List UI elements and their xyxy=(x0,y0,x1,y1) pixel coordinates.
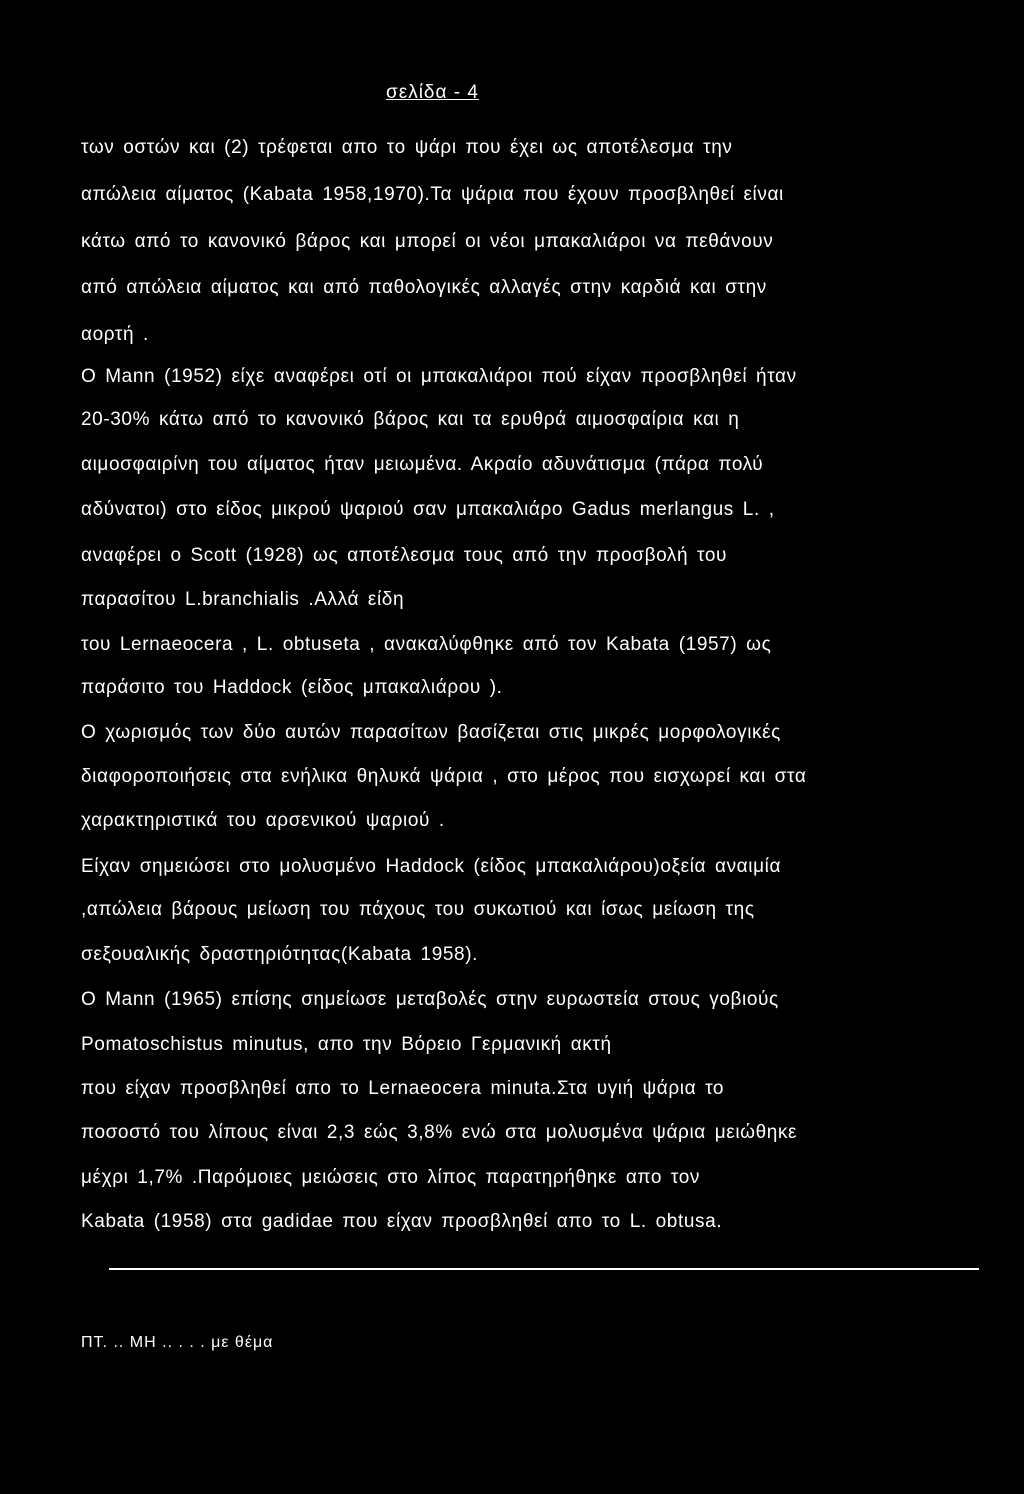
text-line: Ο Mann (1965) επίσης σημείωσε μεταβολές στην ευρωστεία στους γοβιούς xyxy=(81,989,779,1010)
text-line: Pomatoschistus minutus, απο την Βόρειο Γερμανική ακτή xyxy=(81,1034,612,1055)
text-line: που είχαν προσβληθεί απο το Lernaeocera minuta.Στα υγιή ψάρια το xyxy=(81,1078,725,1099)
text-line: Ο χωρισμός των δύο αυτών παρασίτων βασίζεται στις μικρές μορφολογικές xyxy=(81,722,781,743)
text-line: των οστών και (2) τρέφεται απο το ψάρι που έχει ως αποτέλεσμα την xyxy=(81,137,733,158)
text-line: μέχρι 1,7% .Παρόμοιες μειώσεις στο λίπος παρατηρήθηκε απο τον xyxy=(81,1167,701,1188)
text-line: παράσιτο του Haddock (είδος μπακαλιάρου ). xyxy=(81,677,503,698)
text-line: 20-30% κάτω από το κανονικό βάρος και τα ερυθρά αιμοσφαίρια και η xyxy=(81,409,740,430)
page-header: σελίδα - 4 xyxy=(386,82,479,103)
text-line: από απώλεια αίματος και από παθολογικές αλλαγές στην καρδιά και στην xyxy=(81,277,767,298)
footnote-divider xyxy=(109,1268,979,1270)
text-line: διαφοροποιήσεις στα ενήλικα θηλυκά ψάρια , στο μέρος που εισχωρεί και στα xyxy=(81,766,807,787)
text-line: σεξουαλικής δραστηριότητας(Kabata 1958). xyxy=(81,944,479,965)
text-line: αναφέρει ο Scott (1928) ως αποτέλεσμα τους από την προσβολή του xyxy=(81,545,728,566)
text-line: αιμοσφαιρίνη του αίματος ήταν μειωμένα. Ακραίο αδυνάτισμα (πάρα πολύ xyxy=(81,454,764,475)
text-line: χαρακτηριστικά του αρσενικού ψαριού . xyxy=(81,810,445,831)
text-line: αορτή . xyxy=(81,324,149,345)
text-line: Είχαν σημειώσει στο μολυσμένο Haddock (είδος μπακαλιάρου)οξεία αναιμία xyxy=(81,856,782,877)
footnote: ΠΤ. .. ΜΗ .. . . . με θέμα xyxy=(81,1334,274,1351)
text-line: απώλεια αίματος (Kabata 1958,1970).Τα ψάρια που έχουν προσβληθεί είναι xyxy=(81,184,784,205)
text-line: ποσοστό του λίπους είναι 2,3 εώς 3,8% ενώ στα μολυσμένα ψάρια μειώθηκε xyxy=(81,1122,798,1143)
text-line: κάτω από το κανονικό βάρος και μπορεί οι νέοι μπακαλιάροι να πεθάνουν xyxy=(81,231,774,252)
text-line: του Lernaeocera , L. obtuseta , ανακαλύφθηκε από τον Kabata (1957) ως xyxy=(81,634,772,655)
text-line: Kabata (1958) στα gadidae που είχαν προσβληθεί απο το L. obtusa. xyxy=(81,1211,723,1232)
text-line: αδύνατοι) στο είδος μικρού ψαριού σαν μπακαλιάρο Gadus merlangus L. , xyxy=(81,499,775,520)
text-line: ,απώλεια βάρους μείωση του πάχους του συκωτιού και ίσως μείωση της xyxy=(81,899,755,920)
text-line: Ο Mann (1952) είχε αναφέρει οτί οι μπακαλιάροι πού είχαν προσβληθεί ήταν xyxy=(81,366,797,387)
text-line: παρασίτου L.branchialis .Αλλά είδη xyxy=(81,589,405,610)
